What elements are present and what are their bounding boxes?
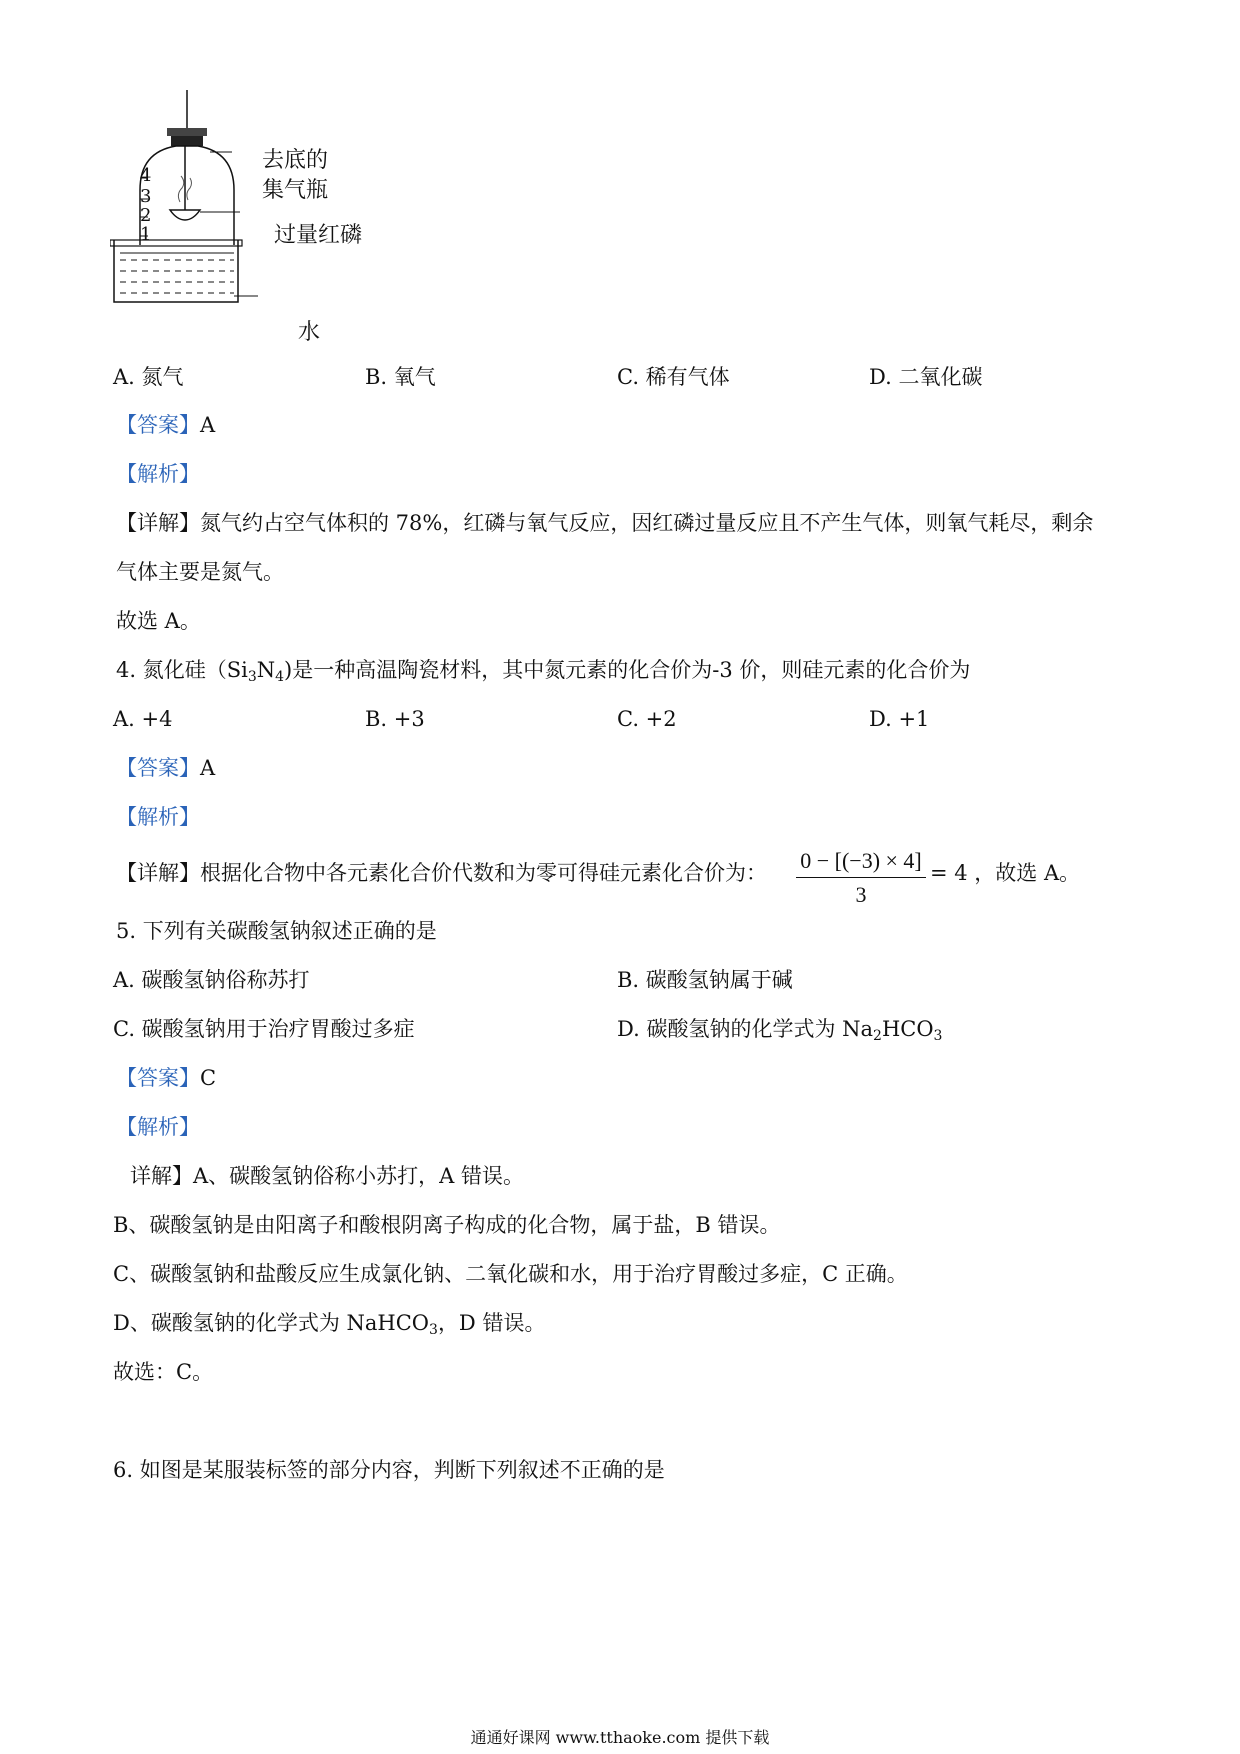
fraction-bar bbox=[796, 877, 926, 878]
figure-scale-3: 3 bbox=[140, 186, 152, 207]
q5-option-b: B. 碳酸氢钠属于碱 bbox=[617, 968, 793, 992]
q6-stem: 6. 如图是某服装标签的部分内容，判断下列叙述不正确的是 bbox=[113, 1458, 665, 1482]
answer-tag: 【答案】 bbox=[116, 756, 200, 780]
q4-fraction-result: = 4 ，故选 A。 bbox=[930, 861, 1081, 885]
q5-option-d bbox=[617, 1015, 942, 1043]
answer-value: C bbox=[200, 1066, 217, 1090]
figure-label-bottle2: 集气瓶 bbox=[262, 178, 329, 203]
q3-option-c: C. 稀有气体 bbox=[617, 365, 730, 389]
figure-label-phosphorus: 过量红磷 bbox=[274, 223, 363, 248]
figure-label-bottle: 去底的 bbox=[262, 148, 329, 173]
q4-option-d: D. +1 bbox=[869, 707, 930, 731]
answer-tag: 【答案】 bbox=[116, 413, 200, 437]
q4-option-c: C. +2 bbox=[617, 707, 677, 731]
q5-answer bbox=[116, 1064, 216, 1092]
q4-stem bbox=[116, 656, 970, 684]
q5-detail-1: 详解】A、碳酸氢钠俗称小苏打，A 错误。 bbox=[130, 1164, 525, 1188]
q5-detail-3: C、碳酸氢钠和盐酸反应生成氯化钠、二氧化碳和水，用于治疗胃酸过多症，C 正确。 bbox=[113, 1262, 908, 1286]
q4-option-b: B. +3 bbox=[365, 707, 425, 731]
q4-answer bbox=[116, 754, 215, 782]
q5-conclusion: 故选：C。 bbox=[113, 1360, 214, 1384]
q4-sub2: 4 bbox=[275, 669, 285, 685]
answer-value: A bbox=[200, 756, 216, 780]
q3-conclusion: 故选 A。 bbox=[116, 609, 201, 633]
q5-analysis-tag: 【解析】 bbox=[116, 1115, 200, 1139]
fraction-denominator: 3 bbox=[855, 882, 867, 907]
figure-scale-1: 1 bbox=[140, 224, 152, 245]
q5-option-d-b: HCO bbox=[881, 1017, 934, 1041]
q5-option-d-sub1: 2 bbox=[873, 1028, 882, 1044]
fraction-numerator: 0 − [(−3) × 4] bbox=[800, 848, 922, 873]
q5-detail-2: B、碳酸氢钠是由阳离子和酸根阴离子构成的化合物，属于盐，B 错误。 bbox=[113, 1213, 781, 1237]
q5-detail-4 bbox=[113, 1309, 545, 1337]
q5-detail-4-b: ，D 错误。 bbox=[437, 1311, 546, 1335]
figure-scale-2: 2 bbox=[140, 205, 152, 226]
q4-sub1: 3 bbox=[247, 669, 257, 685]
q3-option-b: B. 氧气 bbox=[365, 365, 436, 389]
q3-option-d: D. 二氧化碳 bbox=[869, 365, 983, 389]
q3-detail-line2: 气体主要是氮气。 bbox=[116, 560, 284, 584]
answer-value: A bbox=[200, 413, 216, 437]
q5-option-d-a: D. 碳酸氢钠的化学式为 Na bbox=[617, 1017, 874, 1041]
q4-stem-c: )是一种高温陶瓷材料，其中氮元素的化合价为-3 价，则硅元素的化合价为 bbox=[284, 658, 971, 682]
q4-stem-b: N bbox=[256, 658, 276, 682]
q5-option-d-sub2: 3 bbox=[933, 1028, 943, 1044]
q5-stem: 5. 下列有关碳酸氢钠叙述正确的是 bbox=[116, 919, 437, 943]
q4-option-a: A. +4 bbox=[113, 707, 173, 731]
q4-analysis-tag: 【解析】 bbox=[116, 805, 200, 829]
figure-label-water: 水 bbox=[298, 320, 321, 345]
q3-analysis-tag: 【解析】 bbox=[116, 462, 200, 486]
answer-tag: 【答案】 bbox=[116, 1066, 200, 1090]
q5-option-a: A. 碳酸氢钠俗称苏打 bbox=[113, 968, 310, 992]
figure-scale-4: 4 bbox=[140, 165, 152, 186]
q5-detail-4-sub: 3 bbox=[429, 1322, 438, 1338]
q3-option-a: A. 氮气 bbox=[113, 365, 184, 389]
page-footer: 通通好课网 www.tthaoke.com 提供下载 bbox=[470, 1728, 770, 1747]
q3-answer bbox=[116, 411, 215, 439]
q5-detail-4-a: D、碳酸氢钠的化学式为 NaHCO bbox=[113, 1311, 430, 1335]
q4-stem-a: 4. 氮化硅（Si bbox=[116, 658, 248, 682]
q5-option-c: C. 碳酸氢钠用于治疗胃酸过多症 bbox=[113, 1017, 415, 1041]
q4-fraction bbox=[796, 848, 926, 910]
q3-detail-line1: 【详解】氮气约占空气体积的 78%，红磷与氧气反应，因红磷过量反应且不产生气体，则氧气耗尽，剩余 bbox=[116, 511, 1094, 535]
q4-detail: 【详解】根据化合物中各元素化合价代数和为零可得硅元素化合价为： bbox=[116, 861, 767, 885]
